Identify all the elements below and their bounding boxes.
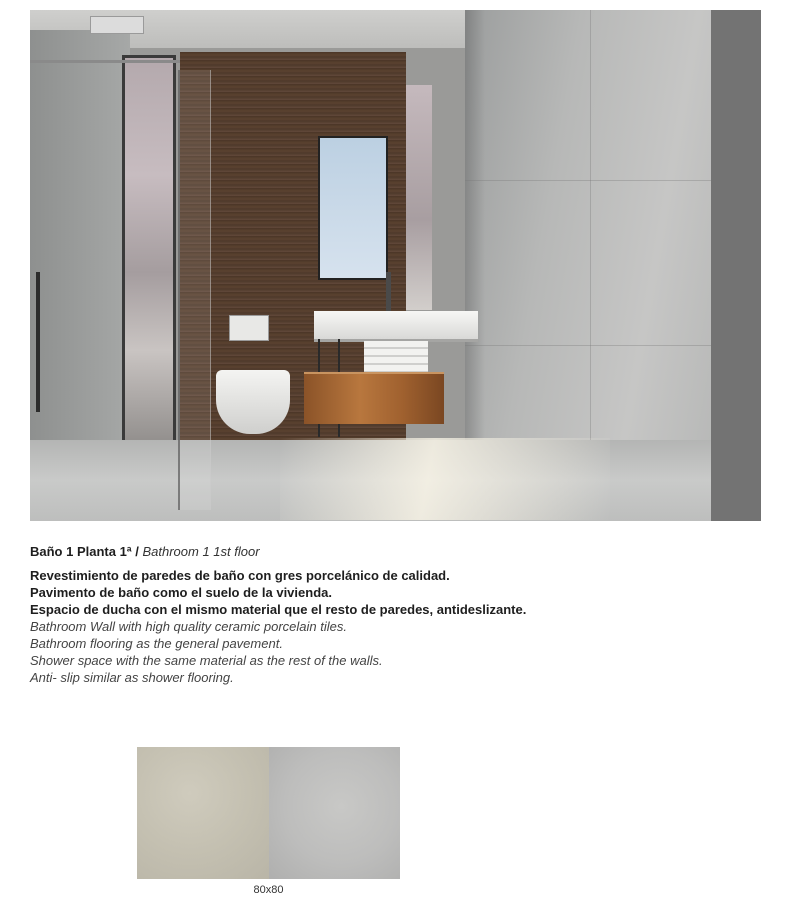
tile-sample-swatch [137, 747, 400, 879]
tile-size-label: 80x80 [253, 884, 284, 896]
shower-handle [36, 272, 40, 412]
spec-en-line: Bathroom flooring as the general pavement. [30, 636, 283, 651]
spec-en-line: Shower space with the same material as the rest of the walls. [30, 653, 383, 668]
mirror [318, 136, 388, 280]
wall-hung-toilet [216, 370, 290, 434]
window-frame [122, 55, 176, 451]
tile-joint [465, 345, 711, 346]
room-title-es: Baño 1 Planta 1ª / [30, 544, 139, 559]
washbasin [314, 311, 478, 342]
spec-es-line: Pavimento de baño como el suelo de la vivienda. [30, 585, 332, 600]
caption-block [30, 542, 790, 686]
spec-list-es [30, 567, 790, 618]
tile-sample-beige [137, 747, 269, 879]
side-column [711, 10, 761, 521]
spec-es-line: Revestimiento de paredes de baño con gres porcelánico de calidad. [30, 568, 450, 583]
wood-cabinet [304, 372, 444, 424]
spec-en-line: Anti- slip similar as shower flooring. [30, 670, 234, 685]
sunlight-patch [280, 438, 610, 520]
bathroom-render-image [30, 10, 761, 521]
towel-stack [364, 341, 428, 373]
spec-es-line: Espacio de ducha con el mismo material que el resto de paredes, antideslizante. [30, 602, 527, 617]
flush-plate [229, 315, 269, 341]
shower-head [90, 16, 144, 34]
spec-list-en [30, 618, 790, 686]
spec-en-line: Bathroom Wall with high quality ceramic porcelain tiles. [30, 619, 347, 634]
shower-glass-panel [178, 70, 211, 510]
tile-sample-grey [269, 747, 400, 879]
room-title-en: Bathroom 1 1st floor [142, 544, 260, 559]
faucet [386, 272, 391, 312]
vanity-window [406, 85, 432, 310]
room-title [30, 542, 790, 562]
tile-joint [465, 180, 711, 181]
